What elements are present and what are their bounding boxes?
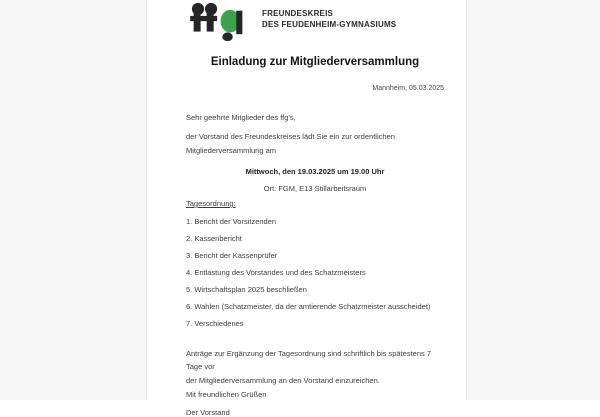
agenda-item: 6. Wahlen (Schatzmeister, da der amtierende Schatzmeister ausscheidet)	[186, 302, 431, 311]
closing: Mit freundlichen Grüßen	[186, 390, 267, 399]
intro-line2: Mitgliederversammlung am	[186, 145, 277, 155]
agenda-item: 3. Bericht der Kassenprüfer	[186, 251, 278, 260]
intro-paragraph	[186, 130, 444, 157]
intro-line1: der Vorstand des Freundeskreises lädt Sie ein zur ordentlichen	[186, 132, 395, 141]
agenda-item: 2. Kassenbericht	[186, 234, 242, 243]
org-name-line2: DES FEUDENHEIM-GYMNASIUMS	[262, 20, 397, 29]
note-line1: Anträge zur Ergänzung der Tagesordnung sind schriftlich bis spätestens 7 Tage vor	[186, 348, 432, 371]
salutation: Sehr geehrte Mitglieder des ffg's,	[186, 113, 296, 122]
ffg-logo-icon	[186, 2, 250, 42]
letter-title: Einladung zur Mitgliederversammlung	[210, 56, 420, 68]
amendment-note	[186, 347, 444, 388]
dateline: Mannheim, 05.03.2025	[372, 85, 444, 92]
signature: Der Vorstand	[186, 408, 230, 417]
agenda-list	[186, 218, 444, 328]
organization-name	[262, 8, 396, 30]
letter-page	[146, 0, 467, 417]
meeting-location: Ort: FGM, E13 Stillarbeitsraum	[263, 184, 367, 193]
meeting-datetime: Mittwoch, den 19.03.2025 um 19.00 Uhr	[245, 167, 385, 176]
agenda-item: 5. Wirtschaftsplan 2025 beschließen	[186, 285, 307, 294]
note-line2: der Mitgliederversammlung an den Vorstand einzureichen.	[186, 375, 380, 385]
agenda-heading: Tagesordnung:	[186, 199, 236, 208]
org-name-line1: FREUNDESKREIS	[262, 9, 334, 18]
agenda-item: 1. Bericht der Vorsitzenden	[186, 217, 277, 226]
agenda-item: 4. Entlastung des Vorstandes und des Schatzmeisters	[186, 268, 366, 277]
agenda-item: 7. Verschiedenes	[186, 319, 244, 328]
letterhead	[186, 2, 444, 40]
